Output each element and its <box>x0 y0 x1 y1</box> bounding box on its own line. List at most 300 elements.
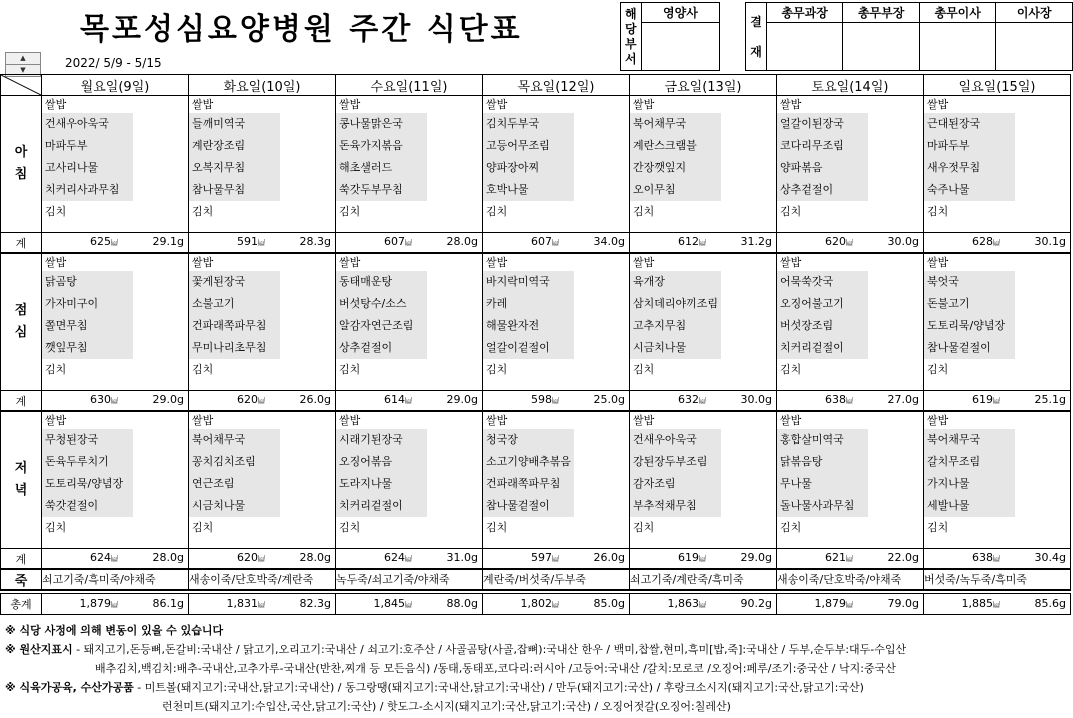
porridge-label: 죽 <box>1 569 42 590</box>
day-header: 화요일(10일) <box>189 75 336 96</box>
protein-value: 88.0g <box>446 596 478 610</box>
kcal-unit: ㎉ <box>258 600 265 609</box>
meal-row <box>1 96 1071 233</box>
protein-value: 28.0g <box>299 551 331 564</box>
subtotal-cell <box>630 391 777 412</box>
kcal-value: 638 <box>825 393 846 406</box>
subtotal-cell <box>924 233 1071 254</box>
menu-item: 계란스크램블 <box>630 135 721 157</box>
protein-value: 27.0g <box>887 393 919 406</box>
porridge-cell: 쇠고기죽/흑미죽/야채죽 <box>42 569 189 590</box>
dietitian-head: 영양사 <box>641 3 719 23</box>
day-header: 목요일(12일) <box>483 75 630 96</box>
menu-item: 북어채무국 <box>630 113 721 135</box>
menu-item: 깻잎무침 <box>42 337 133 359</box>
menu-cell <box>630 96 777 233</box>
menu-item: 양파장아찌 <box>483 157 574 179</box>
note-origin-line2: 배추김치,백김치:배추-국내산,고추가루-국내산(반찬,찌개 등 모든음식) /동태,동태포,코다리:러시아 /고등어:국내산 /갈치:모로코 /오징어:페루/조기:중국산 / 낙지:중국산 <box>95 662 896 675</box>
menu-item: 바지락미역국 <box>483 271 574 293</box>
menu-item: 오이무침 <box>630 179 721 201</box>
kcal-unit: ㎉ <box>405 397 412 405</box>
menu-item: 오복지무침 <box>189 157 280 179</box>
protein-value: 30.0g <box>887 235 919 248</box>
menu-cell <box>42 411 189 549</box>
approval-box <box>620 2 1073 71</box>
grand-total-row <box>1 594 1071 615</box>
menu-item: 쌀밥 <box>45 256 67 269</box>
menu-item: 김치 <box>633 205 655 218</box>
menu-item: 고추지무침 <box>630 315 721 337</box>
kcal-value: 628 <box>972 235 993 248</box>
grand-total-cell <box>336 594 483 615</box>
menu-item: 소불고기 <box>189 293 280 315</box>
menu-item: 북어채무국 <box>924 429 1015 451</box>
menu-item: 해물완자전 <box>483 315 574 337</box>
menu-item: 참나물겉절이 <box>483 495 574 517</box>
menu-item: 코다리무조림 <box>777 135 868 157</box>
menu-item: 치커리사과무침 <box>42 179 133 201</box>
menu-cell <box>336 411 483 549</box>
note-change: ※ 식당 사정에 의해 변동이 있을 수 있습니다 <box>5 624 224 637</box>
menu-item: 쌀밥 <box>45 98 67 111</box>
menu-item: 건파래쪽파무침 <box>189 315 280 337</box>
kcal-value: 625 <box>90 235 111 248</box>
protein-value: 26.0g <box>593 551 625 564</box>
menu-item: 고사리나물 <box>42 157 133 179</box>
protein-value: 29.0g <box>740 551 772 564</box>
menu-item: 돈육가지볶음 <box>336 135 427 157</box>
page-title: 목포성심요양병원 주간 식단표 <box>80 12 523 47</box>
menu-item: 오징어볶음 <box>336 451 427 473</box>
kcal-unit: ㎉ <box>993 397 1000 405</box>
subtotal-cell <box>42 549 189 570</box>
menu-item: 동태매운탕 <box>336 271 427 293</box>
menu-item: 육개장 <box>630 271 721 293</box>
spin-down-button[interactable]: ▼ <box>5 64 41 77</box>
menu-item: 소고기양배추볶음 <box>483 451 574 473</box>
kcal-unit: ㎉ <box>111 555 118 563</box>
kcal-value: 597 <box>531 551 552 564</box>
subtotal-cell <box>189 391 336 412</box>
menu-item: 꽃게된장국 <box>189 271 280 293</box>
menu-item: 김치두부국 <box>483 113 574 135</box>
menu-cell <box>42 96 189 233</box>
kcal-value: 1,879 <box>79 596 111 610</box>
menu-item: 간장깻잎지 <box>630 157 721 179</box>
protein-value: 90.2g <box>740 596 772 610</box>
porridge-row <box>1 569 1071 590</box>
sign-box-2 <box>843 23 920 71</box>
menu-item: 쌀밥 <box>486 414 508 427</box>
kcal-unit: ㎉ <box>993 239 1000 247</box>
day-header: 금요일(13일) <box>630 75 777 96</box>
menu-item: 돌나물사과무침 <box>777 495 868 517</box>
menu-cell <box>777 96 924 233</box>
menu-item: 치커리겉절이 <box>336 495 427 517</box>
subtotal-cell <box>630 233 777 254</box>
kcal-unit: ㎉ <box>258 239 265 247</box>
note-processed: ※ 식육가공육, 수산가공품 - 미트볼(돼지고기:국내산,닭고기:국내산) / 동그랑땡(돼지고기:국내산,닭고기:국내산) / 만두(돼지고기:국산) / 후랑크소시지(돼지고기:국산,닭고기:국산) <box>5 681 864 694</box>
menu-item: 삼치데리야끼조림 <box>630 293 721 315</box>
kcal-value: 1,879 <box>814 596 846 610</box>
note-origin: ※ 원산지표시 - 돼지고기,돈등뼈,돈갈비:국내산 / 닭고기,오리고기:국내산 / 쇠고기:호주산 / 사골곰탕(사골,잡뼈):국내산 한우 / 백미,찹쌀,현미,흑미[밥,죽]:국내산 / 두부,순두부:대두-수입산 <box>5 643 907 656</box>
subtotal-row <box>1 549 1071 570</box>
protein-value: 29.0g <box>446 393 478 406</box>
menu-cell <box>189 411 336 549</box>
menu-cell <box>924 253 1071 391</box>
menu-item: 세발나물 <box>924 495 1015 517</box>
approver-head-4: 이사장 <box>996 3 1073 23</box>
day-header: 수요일(11일) <box>336 75 483 96</box>
kcal-value: 1,802 <box>520 596 552 610</box>
menu-item: 김치 <box>486 363 508 376</box>
protein-value: 22.0g <box>887 551 919 564</box>
kcal-unit: ㎉ <box>405 555 412 563</box>
kcal-unit: ㎉ <box>699 600 706 609</box>
kcal-unit: ㎉ <box>993 555 1000 563</box>
kcal-value: 624 <box>90 551 111 564</box>
menu-cell <box>924 96 1071 233</box>
menu-item: 버섯탕수/소스 <box>336 293 427 315</box>
menu-cell <box>483 411 630 549</box>
kcal-value: 612 <box>678 235 699 248</box>
menu-item: 호박나물 <box>483 179 574 201</box>
subtotal-cell <box>336 549 483 570</box>
protein-value: 26.0g <box>299 393 331 406</box>
kcal-value: 1,885 <box>961 596 993 610</box>
menu-item: 쌀밥 <box>780 414 802 427</box>
protein-value: 34.0g <box>593 235 625 248</box>
kcal-unit: ㎉ <box>552 600 559 609</box>
grand-total-cell <box>483 594 630 615</box>
menu-item: 강된장두부조림 <box>630 451 721 473</box>
kcal-value: 621 <box>825 551 846 564</box>
header-row <box>1 75 1071 96</box>
protein-value: 31.2g <box>740 235 772 248</box>
menu-item: 쌀밥 <box>927 256 949 269</box>
menu-item: 치커리겉절이 <box>777 337 868 359</box>
day-header: 일요일(15일) <box>924 75 1071 96</box>
kcal-unit: ㎉ <box>699 239 706 247</box>
protein-value: 28.0g <box>446 235 478 248</box>
menu-item: 김치 <box>45 205 67 218</box>
spin-up-button[interactable]: ▲ <box>5 52 41 65</box>
menu-item: 건새우아욱국 <box>42 113 133 135</box>
kcal-value: 624 <box>384 551 405 564</box>
meal-label: 아 침 <box>1 96 42 233</box>
menu-item: 얼갈이된장국 <box>777 113 868 135</box>
porridge-cell: 녹두죽/쇠고기죽/야채죽 <box>336 569 483 590</box>
menu-item: 쌀밥 <box>927 414 949 427</box>
subtotal-cell <box>777 549 924 570</box>
kcal-unit: ㎉ <box>552 239 559 247</box>
menu-cell <box>483 96 630 233</box>
subtotal-cell <box>630 549 777 570</box>
kcal-unit: ㎉ <box>846 555 853 563</box>
protein-value: 25.0g <box>593 393 625 406</box>
menu-item: 건파래쪽파무침 <box>483 473 574 495</box>
kcal-value: 1,845 <box>373 596 405 610</box>
subtotal-label: 계 <box>1 391 42 412</box>
menu-table <box>0 74 1071 615</box>
menu-item: 쑥갓겉절이 <box>42 495 133 517</box>
corner-cell <box>1 75 42 96</box>
grand-total-cell <box>630 594 777 615</box>
day-header: 토요일(14일) <box>777 75 924 96</box>
kcal-unit: ㎉ <box>846 600 853 609</box>
grand-total-cell <box>189 594 336 615</box>
menu-item: 김치 <box>780 521 802 534</box>
meal-row <box>1 411 1071 549</box>
menu-item: 도토리묵/양념장 <box>42 473 133 495</box>
menu-item: 김치 <box>339 363 361 376</box>
day-header: 월요일(9일) <box>42 75 189 96</box>
kcal-unit: ㎉ <box>258 555 265 563</box>
approver-head-1: 총무과장 <box>766 3 843 23</box>
approver-head-3: 총무이사 <box>919 3 996 23</box>
menu-item: 김치 <box>45 363 67 376</box>
kcal-value: 1,831 <box>226 596 258 610</box>
subtotal-cell <box>924 549 1071 570</box>
kcal-unit: ㎉ <box>405 239 412 247</box>
menu-item: 시금치나물 <box>189 495 280 517</box>
menu-item: 쌀밥 <box>780 98 802 111</box>
sign-box-1 <box>766 23 843 71</box>
menu-item: 오징어불고기 <box>777 293 868 315</box>
kcal-unit: ㎉ <box>993 600 1000 609</box>
menu-item: 김치 <box>486 205 508 218</box>
protein-value: 79.0g <box>887 596 919 610</box>
menu-item: 도토리묵/양념장 <box>924 315 1015 337</box>
subtotal-cell <box>336 391 483 412</box>
approver-head-2: 총무부장 <box>843 3 920 23</box>
protein-value: 28.0g <box>152 551 184 564</box>
kcal-unit: ㎉ <box>111 397 118 405</box>
menu-item: 북엇국 <box>924 271 1015 293</box>
menu-item: 가지나물 <box>924 473 1015 495</box>
subtotal-row <box>1 233 1071 254</box>
kcal-value: 607 <box>531 235 552 248</box>
menu-item: 감자조림 <box>630 473 721 495</box>
menu-item: 갈치무조림 <box>924 451 1015 473</box>
subtotal-row <box>1 391 1071 412</box>
menu-item: 양파볶음 <box>777 157 868 179</box>
menu-item: 김치 <box>780 205 802 218</box>
kcal-unit: ㎉ <box>552 397 559 405</box>
grand-total-cell <box>924 594 1071 615</box>
menu-item: 김치 <box>486 521 508 534</box>
menu-item: 알감자연근조림 <box>336 315 427 337</box>
menu-item: 홍합살미역국 <box>777 429 868 451</box>
protein-value: 29.1g <box>152 235 184 248</box>
menu-item: 참나물무침 <box>189 179 280 201</box>
menu-item: 무미나리초무침 <box>189 337 280 359</box>
menu-cell <box>42 253 189 391</box>
menu-item: 새우젓무침 <box>924 157 1015 179</box>
subtotal-cell <box>189 233 336 254</box>
sign-box-dietitian <box>641 23 719 71</box>
menu-cell <box>630 253 777 391</box>
menu-item: 닭볶음탕 <box>777 451 868 473</box>
protein-value: 30.4g <box>1034 551 1066 564</box>
menu-item: 김치 <box>192 521 214 534</box>
kcal-unit: ㎉ <box>405 600 412 609</box>
kcal-unit: ㎉ <box>846 239 853 247</box>
porridge-cell: 버섯죽/녹두죽/흑미죽 <box>924 569 1071 590</box>
protein-value: 30.1g <box>1034 235 1066 248</box>
menu-item: 도라지나물 <box>336 473 427 495</box>
menu-cell <box>336 253 483 391</box>
menu-cell <box>777 411 924 549</box>
menu-item: 북어채무국 <box>189 429 280 451</box>
menu-item: 김치 <box>633 521 655 534</box>
menu-cell <box>189 253 336 391</box>
menu-item: 쌀밥 <box>486 256 508 269</box>
porridge-cell: 계란죽/버섯죽/두부죽 <box>483 569 630 590</box>
subtotal-cell <box>189 549 336 570</box>
kcal-unit: ㎉ <box>699 555 706 563</box>
subtotal-cell <box>483 391 630 412</box>
menu-item: 쌀밥 <box>927 98 949 111</box>
menu-cell <box>189 96 336 233</box>
menu-item: 꽁치김치조림 <box>189 451 280 473</box>
kcal-unit: ㎉ <box>699 397 706 405</box>
menu-item: 시래기된장국 <box>336 429 427 451</box>
menu-item: 근대된장국 <box>924 113 1015 135</box>
date-range: 2022/ 5/9 - 5/15 <box>65 56 162 70</box>
sign-box-4 <box>996 23 1073 71</box>
menu-item: 상추겉절이 <box>777 179 868 201</box>
menu-cell <box>924 411 1071 549</box>
menu-item: 쫄면무침 <box>42 315 133 337</box>
menu-cell <box>336 96 483 233</box>
sign-box-3 <box>919 23 996 71</box>
subtotal-cell <box>336 233 483 254</box>
menu-cell <box>630 411 777 549</box>
subtotal-label: 계 <box>1 233 42 254</box>
menu-item: 얼갈이겉절이 <box>483 337 574 359</box>
protein-value: 85.0g <box>593 596 625 610</box>
kcal-unit: ㎉ <box>111 239 118 247</box>
menu-item: 무나물 <box>777 473 868 495</box>
menu-item: 쑥갓두부무침 <box>336 179 427 201</box>
kcal-value: 607 <box>384 235 405 248</box>
menu-item: 김치 <box>780 363 802 376</box>
menu-item: 해초샐러드 <box>336 157 427 179</box>
menu-item: 고등어무조림 <box>483 135 574 157</box>
menu-item: 참나물겉절이 <box>924 337 1015 359</box>
menu-item: 쌀밥 <box>633 98 655 111</box>
kcal-value: 620 <box>825 235 846 248</box>
menu-item: 김치 <box>45 521 67 534</box>
dept-label: 해 당 부 서 <box>621 3 642 71</box>
kcal-value: 619 <box>972 393 993 406</box>
porridge-cell: 새송이죽/단호박죽/야채죽 <box>777 569 924 590</box>
menu-item: 돈불고기 <box>924 293 1015 315</box>
kcal-value: 638 <box>972 551 993 564</box>
approval-label: 결 재 <box>746 3 767 71</box>
menu-item: 부추적채무침 <box>630 495 721 517</box>
menu-item: 쌀밥 <box>339 256 361 269</box>
menu-item: 마파두부 <box>924 135 1015 157</box>
subtotal-cell <box>42 233 189 254</box>
subtotal-label: 계 <box>1 549 42 570</box>
menu-cell <box>483 253 630 391</box>
porridge-cell: 새송이죽/단호박죽/계란죽 <box>189 569 336 590</box>
menu-item: 돈육두루치기 <box>42 451 133 473</box>
kcal-value: 630 <box>90 393 111 406</box>
menu-item: 마파두부 <box>42 135 133 157</box>
kcal-value: 591 <box>237 235 258 248</box>
menu-item: 쌀밥 <box>339 414 361 427</box>
menu-item: 쌀밥 <box>633 256 655 269</box>
menu-item: 쌀밥 <box>633 414 655 427</box>
protein-value: 82.3g <box>299 596 331 610</box>
subtotal-cell <box>777 391 924 412</box>
menu-item: 청국장 <box>483 429 574 451</box>
menu-item: 김치 <box>927 363 949 376</box>
kcal-value: 619 <box>678 551 699 564</box>
protein-value: 86.1g <box>152 596 184 610</box>
note-processed-line2: 런천미트(돼지고기:수입산,국산,닭고기:국산) / 핫도그-소시지(돼지고기:국산,닭고기:국산) / 오징어젓갈(오징어:칠레산) <box>162 700 731 713</box>
protein-value: 31.0g <box>446 551 478 564</box>
menu-item: 쌀밥 <box>192 414 214 427</box>
menu-item: 숙주나물 <box>924 179 1015 201</box>
menu-item: 김치 <box>927 521 949 534</box>
grand-total-cell <box>42 594 189 615</box>
menu-item: 김치 <box>927 205 949 218</box>
meal-label: 점 심 <box>1 253 42 391</box>
porridge-cell: 쇠고기죽/계란죽/흑미죽 <box>630 569 777 590</box>
kcal-unit: ㎉ <box>111 600 118 609</box>
kcal-value: 620 <box>237 551 258 564</box>
menu-item: 건새우아욱국 <box>630 429 721 451</box>
kcal-value: 598 <box>531 393 552 406</box>
menu-item: 들깨미역국 <box>189 113 280 135</box>
kcal-unit: ㎉ <box>258 397 265 405</box>
menu-item: 쌀밥 <box>780 256 802 269</box>
menu-item: 쌀밥 <box>45 414 67 427</box>
subtotal-cell <box>924 391 1071 412</box>
menu-item: 가자미구이 <box>42 293 133 315</box>
menu-item: 김치 <box>192 205 214 218</box>
subtotal-cell <box>483 549 630 570</box>
menu-item: 쌀밥 <box>486 98 508 111</box>
protein-value: 30.0g <box>740 393 772 406</box>
menu-item: 김치 <box>339 521 361 534</box>
menu-item: 김치 <box>633 363 655 376</box>
kcal-value: 1,863 <box>667 596 699 610</box>
menu-item: 닭곰탕 <box>42 271 133 293</box>
subtotal-cell <box>777 233 924 254</box>
menu-item: 시금치나물 <box>630 337 721 359</box>
grand-total-label: 총계 <box>1 594 42 615</box>
menu-item: 쌀밥 <box>192 98 214 111</box>
menu-item: 계란장조림 <box>189 135 280 157</box>
menu-item: 버섯장조림 <box>777 315 868 337</box>
menu-item: 콩나물맑은국 <box>336 113 427 135</box>
menu-item: 연근조림 <box>189 473 280 495</box>
menu-item: 쌀밥 <box>192 256 214 269</box>
grand-total-cell <box>777 594 924 615</box>
kcal-value: 614 <box>384 393 405 406</box>
meal-label: 저 녁 <box>1 411 42 549</box>
kcal-value: 620 <box>237 393 258 406</box>
menu-item: 무청된장국 <box>42 429 133 451</box>
menu-cell <box>777 253 924 391</box>
menu-item: 상추겉절이 <box>336 337 427 359</box>
menu-item: 김치 <box>192 363 214 376</box>
